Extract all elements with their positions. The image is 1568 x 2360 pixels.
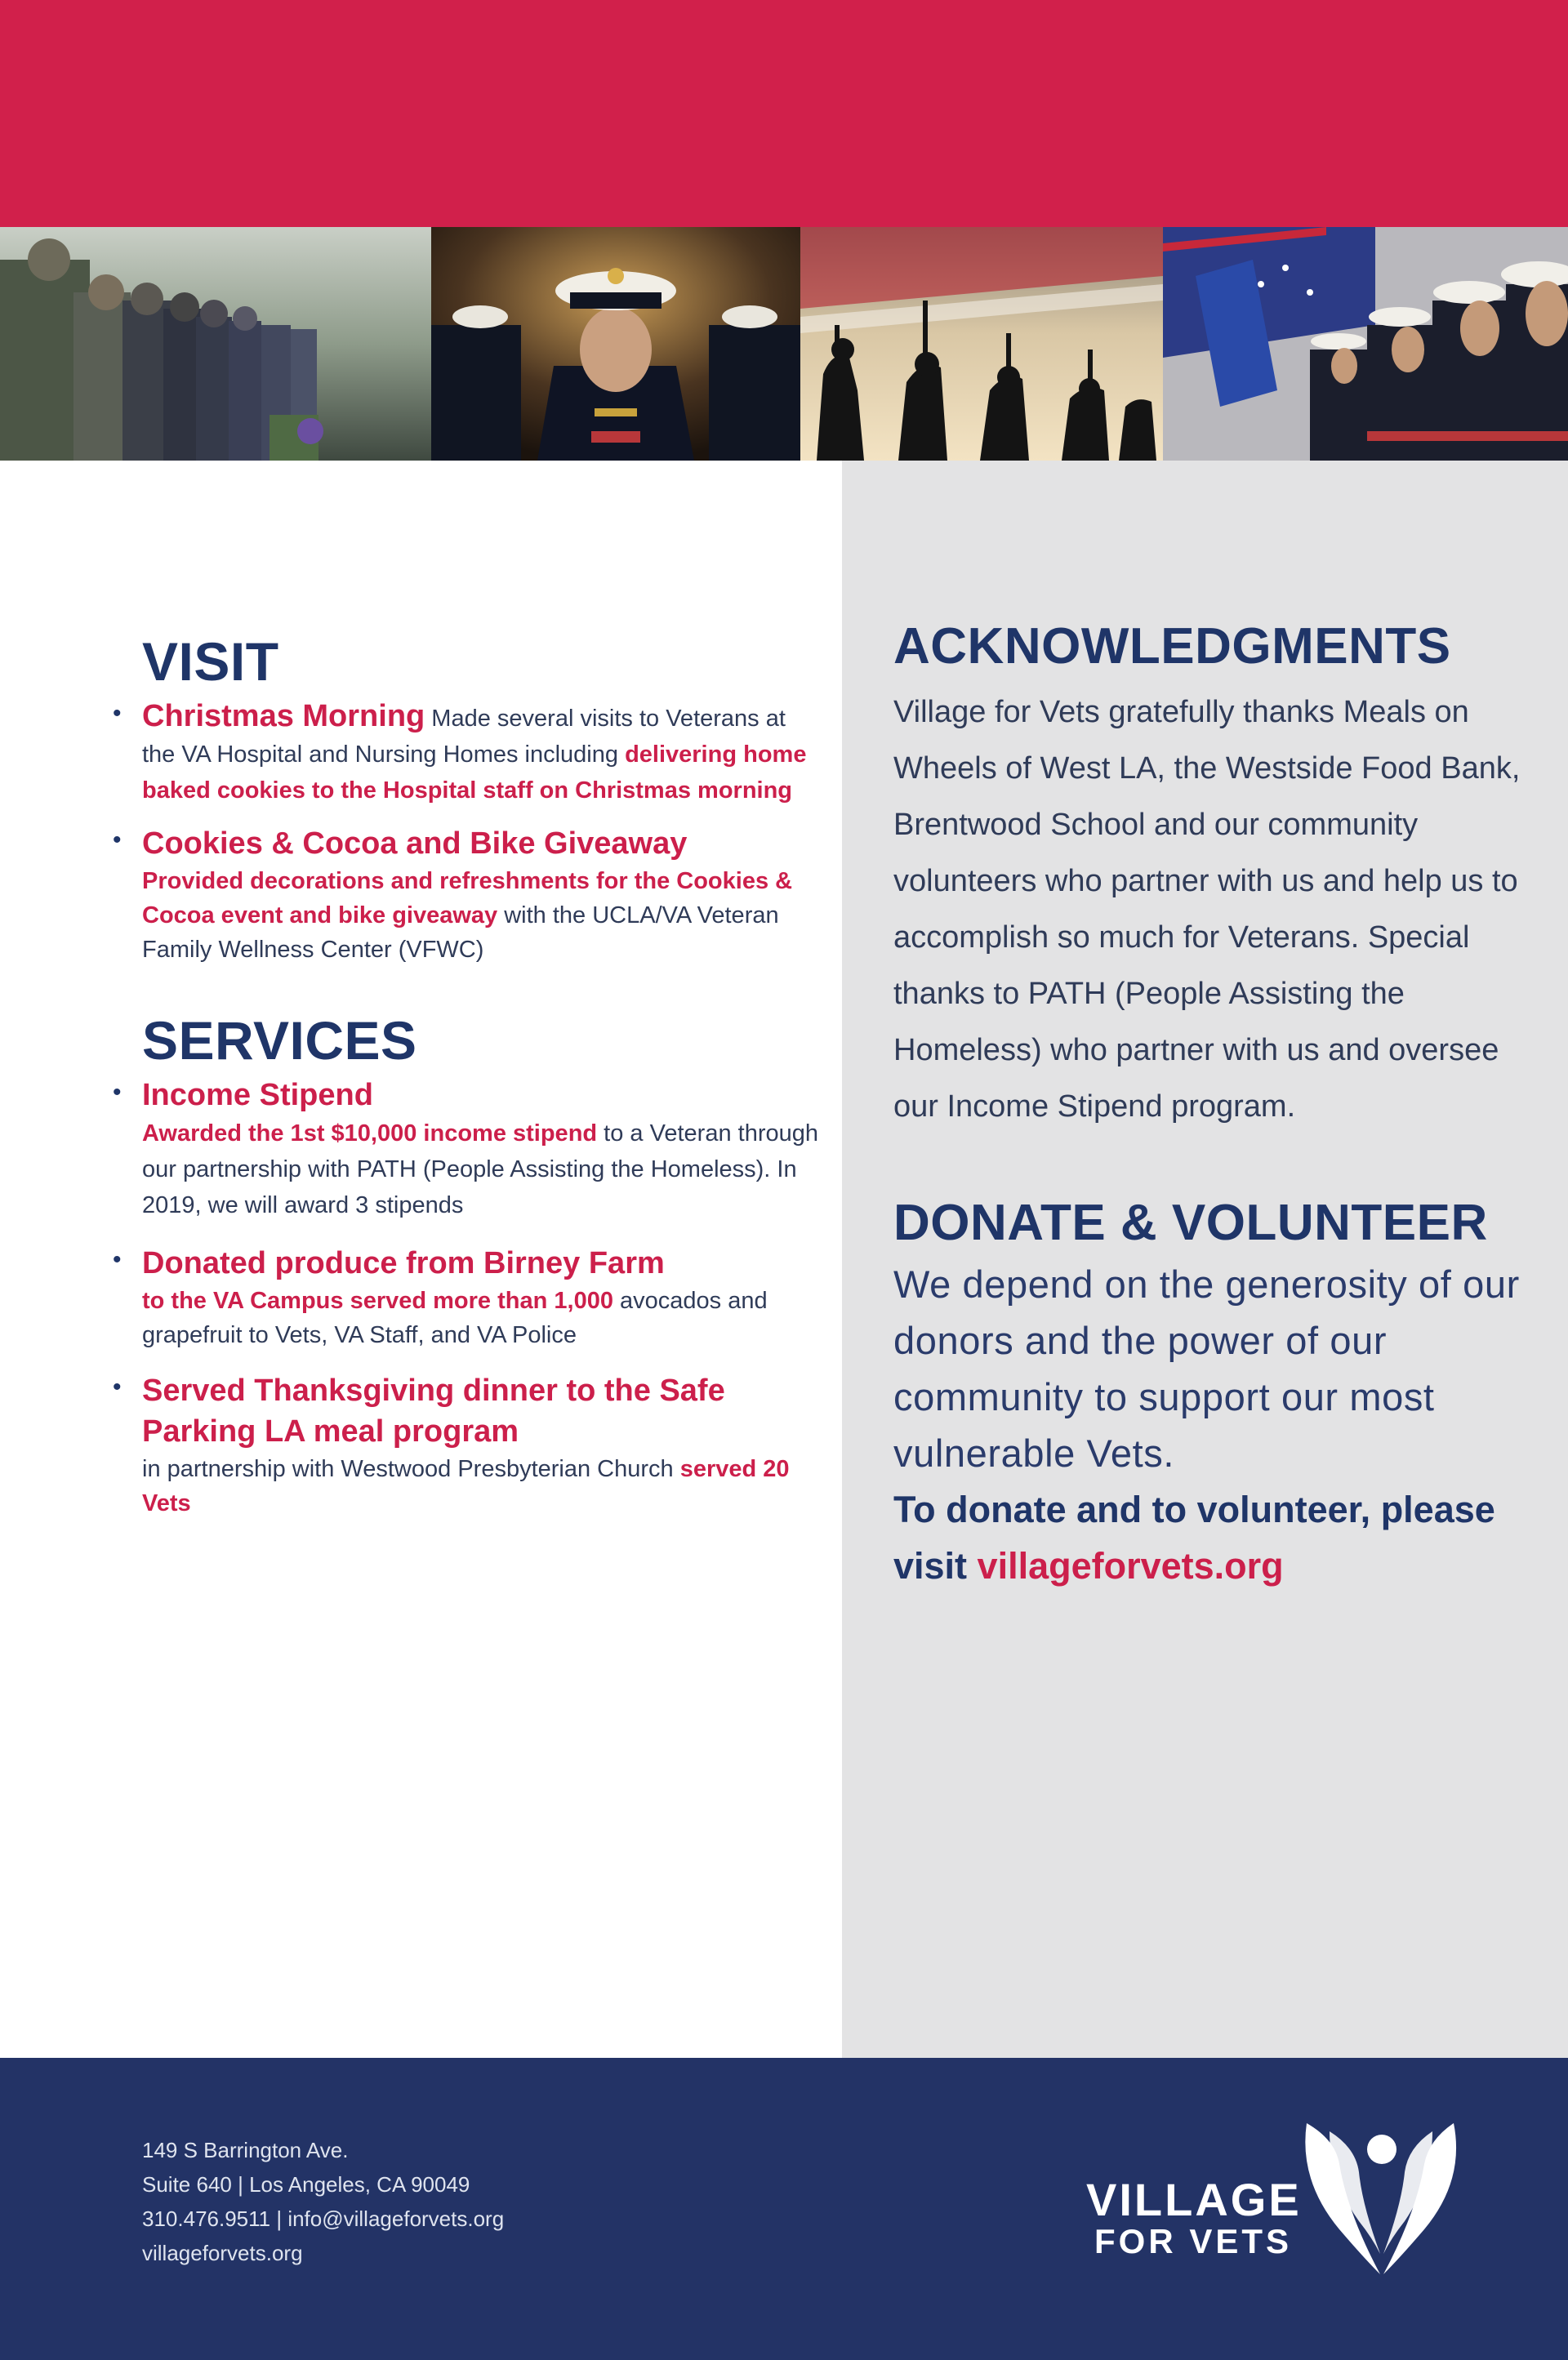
list-item — [142, 1370, 820, 1521]
logo-text-village: VILLAGE — [1086, 2174, 1302, 2225]
photo-strip — [0, 227, 1568, 461]
village-for-vets-logo — [1086, 2115, 1470, 2278]
list-item-highlight: served 20 Vets — [142, 1456, 790, 1516]
list-item-highlight: Provided decorations and refreshments for the Cookies & Cocoa event and bike giveaway — [142, 868, 793, 928]
list-item — [142, 1075, 820, 1223]
list-item-text: Made several visits to Veterans at the VA Hospital and Nursing Homes including — [142, 706, 786, 768]
list-item — [142, 1243, 820, 1352]
list-item-title: • Cookies & Cocoa and Bike Giveaway — [142, 826, 688, 861]
list-item-title: Christmas Morning — [142, 699, 425, 733]
donate-call-to-action — [893, 1481, 1547, 1594]
donate-cta-text: To donate and to volunteer, please visit — [893, 1489, 1495, 1587]
footer-address — [142, 2133, 504, 2270]
visit-list — [142, 696, 820, 967]
list-item-highlight: Awarded the 1st $10,000 income stipend — [142, 1120, 598, 1147]
list-item-text: avocados and grapefruit to Vets, VA Staff, and VA Police — [142, 1288, 768, 1348]
acknowledgments-heading: ACKNOWLEDGMENTS — [893, 618, 1451, 675]
top-color-band — [0, 0, 1568, 227]
donate-heading: DONATE & VOLUNTEER — [893, 1195, 1488, 1251]
website-link[interactable]: villageforvets.org — [142, 2241, 303, 2265]
marine-dress-uniform-photo — [431, 227, 800, 461]
left-column — [142, 629, 820, 1521]
services-heading: SERVICES — [142, 1010, 417, 1071]
donate-link[interactable]: villageforvets.org — [977, 1545, 1284, 1587]
saluting-veterans-photo — [0, 227, 431, 461]
list-item-highlight: to the VA Campus served more than 1,000 — [142, 1288, 613, 1314]
marines-color-guard-photo — [1163, 227, 1568, 461]
list-item — [142, 823, 820, 967]
right-column — [893, 614, 1547, 1594]
services-list — [142, 1075, 820, 1521]
address-line-2: Suite 640 | Los Angeles, CA 90049 — [142, 2172, 470, 2197]
list-item — [142, 696, 820, 808]
acknowledgments-text: Village for Vets gratefully thanks Meals on Wheels of West LA, the Westside Food Bank, Brentwood School and our community volunteers who partner with us and help us to accomplish so much for Veterans. Special thanks to PATH (People Assisting the Homeless) who partner with us and oversee our Income Stipend program. — [893, 695, 1521, 1124]
list-item-highlight: delivering home baked cookies to the Hospital staff on Christmas morning — [142, 741, 807, 804]
soldier-silhouettes-photo — [800, 227, 1163, 461]
visit-heading: VISIT — [142, 631, 279, 692]
list-item-title: • Income Stipend — [142, 1078, 373, 1112]
figure-with-wings-icon — [1290, 2115, 1470, 2278]
logo-text-for-vets: FOR VETS — [1094, 2222, 1293, 2260]
list-item-title: • Served Thanksgiving dinner to the Safe Parking LA meal program — [142, 1374, 725, 1449]
donate-text: We depend on the generosity of our donors and the power of our community to support our most vulnerable Vets. — [893, 1262, 1520, 1475]
list-item-text: to a Veteran through our partnership with PATH (People Assisting the Homeless). In 2019, we will award 3 stipends — [142, 1120, 818, 1218]
list-item-text: with the UCLA/VA Veteran Family Wellness Center (VFWC) — [142, 902, 779, 963]
contact-line: 310.476.9511 | info@villageforvets.org — [142, 2206, 505, 2231]
address-line-1: 149 S Barrington Ave. — [142, 2138, 349, 2162]
list-item-text: in partnership with Westwood Presbyterian Church — [142, 1456, 680, 1482]
list-item-title: • Donated produce from Birney Farm — [142, 1246, 665, 1280]
